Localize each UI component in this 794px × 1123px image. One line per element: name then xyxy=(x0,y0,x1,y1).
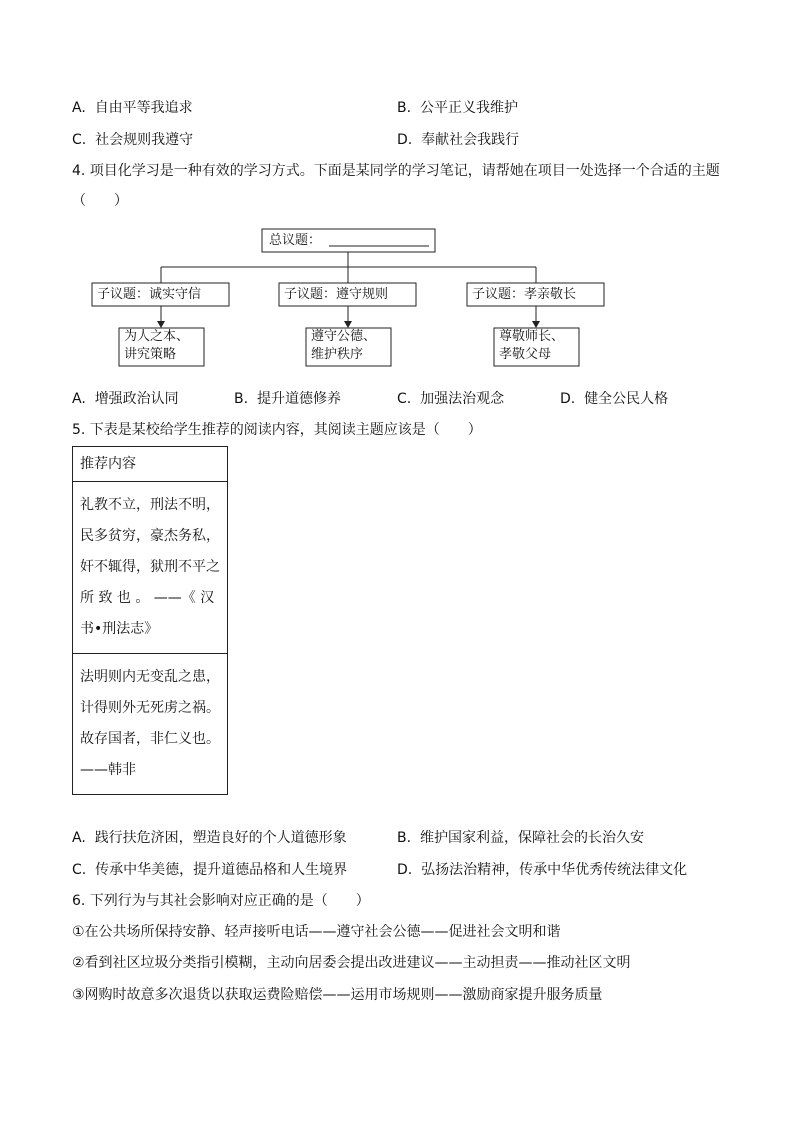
option-text: 自由平等我追求 xyxy=(94,100,193,116)
q5-option-d xyxy=(397,860,687,880)
option-text: 健全公民人格 xyxy=(584,391,669,407)
arrow-head xyxy=(157,321,165,328)
option-letter: A. xyxy=(72,100,86,116)
option-text: 增强政治认同 xyxy=(94,391,179,407)
detail-text: 为人之本、 讲究策略 xyxy=(124,329,190,362)
q5-option-a xyxy=(72,828,347,848)
q4-option-b xyxy=(234,389,341,409)
table-cell-quote-1: 礼教不立，刑法不明， 民多贫穷，豪杰务私， 奸不辄得，狱刑不平之 所 致 也 。 ——《 汉 书•刑法志》 xyxy=(73,482,228,654)
subtopic-label: 子议题：诚实守信 xyxy=(97,287,202,302)
topic-tree-diagram xyxy=(0,0,794,400)
q4-option-d xyxy=(560,389,668,409)
q4-answer-blank: （ ） xyxy=(72,193,128,209)
arrow-head xyxy=(344,321,352,328)
q6-stem: 6. 下列行为与其社会影响对应正确的是（ ） xyxy=(72,893,370,909)
option-letter: C. xyxy=(72,862,87,878)
option-letter: D. xyxy=(397,862,413,878)
subtopic-label: 子议题：孝亲敬长 xyxy=(472,287,577,302)
q4-stem: 4. 项目化学习是一种有效的学习方式。下面是某同学的学习笔记，请帮她在项目一处选择一个合适的主题 xyxy=(72,163,720,179)
q4-option-a xyxy=(72,389,179,409)
arrow-head xyxy=(532,321,540,328)
option-text: 奉献社会我践行 xyxy=(421,132,520,148)
option-letter: A. xyxy=(72,391,86,407)
option-text: 弘扬法治精神，传承中华优秀传统法律文化 xyxy=(421,862,688,878)
q6-item-2: ②看到社区垃圾分类指引模糊，主动向居委会提出改进建议——主动担责——推动社区文明 xyxy=(72,955,631,971)
option-letter: C. xyxy=(397,391,412,407)
q5-stem: 5. 下表是某校给学生推荐的阅读内容，其阅读主题应该是（ ） xyxy=(72,422,482,438)
option-text: 社会规则我遵守 xyxy=(95,132,194,148)
subtopic-label: 子议题：遵守规则 xyxy=(284,287,389,302)
option-letter: B. xyxy=(397,100,412,116)
detail-text: 尊敬师长、 孝敬父母 xyxy=(499,329,565,362)
option-text: 传承中华美德，提升道德品格和人生境界 xyxy=(95,862,348,878)
option-letter: C. xyxy=(72,132,87,148)
q6-item-1: ①在公共场所保持安静、轻声接听电话——遵守社会公德——促进社会文明和谐 xyxy=(72,924,561,940)
option-letter: D. xyxy=(397,132,413,148)
option-text: 维护国家利益，保障社会的长治久安 xyxy=(419,830,644,846)
detail-text: 遵守公德、 维护秩序 xyxy=(311,329,377,362)
table-header-cell: 推荐内容 xyxy=(73,447,228,482)
q6-item-3: ③网购时故意多次退货以获取运费险赔偿——运用市场规则——激励商家提升服务质量 xyxy=(72,987,603,1003)
table-cell-quote-2: 法明则内无变乱之患， 计得则外无死虏之祸。 故存国者，非仁义也。 ——韩非 xyxy=(73,654,228,795)
option-letter: B. xyxy=(234,391,249,407)
option-text: 公平正义我维护 xyxy=(419,100,518,116)
option-letter: A. xyxy=(72,830,86,846)
recommended-reading-table xyxy=(72,446,228,795)
q5-option-c xyxy=(72,860,347,880)
option-text: 践行扶危济困，塑造良好的个人道德形象 xyxy=(94,830,347,846)
q5-option-b xyxy=(397,828,644,848)
root-topic-label: 总议题： xyxy=(269,233,322,248)
option-letter: D. xyxy=(560,391,576,407)
option-letter: B. xyxy=(397,830,412,846)
option-text: 提升道德修养 xyxy=(256,391,341,407)
option-text: 加强法治观念 xyxy=(420,391,505,407)
q4-option-c xyxy=(397,389,504,409)
